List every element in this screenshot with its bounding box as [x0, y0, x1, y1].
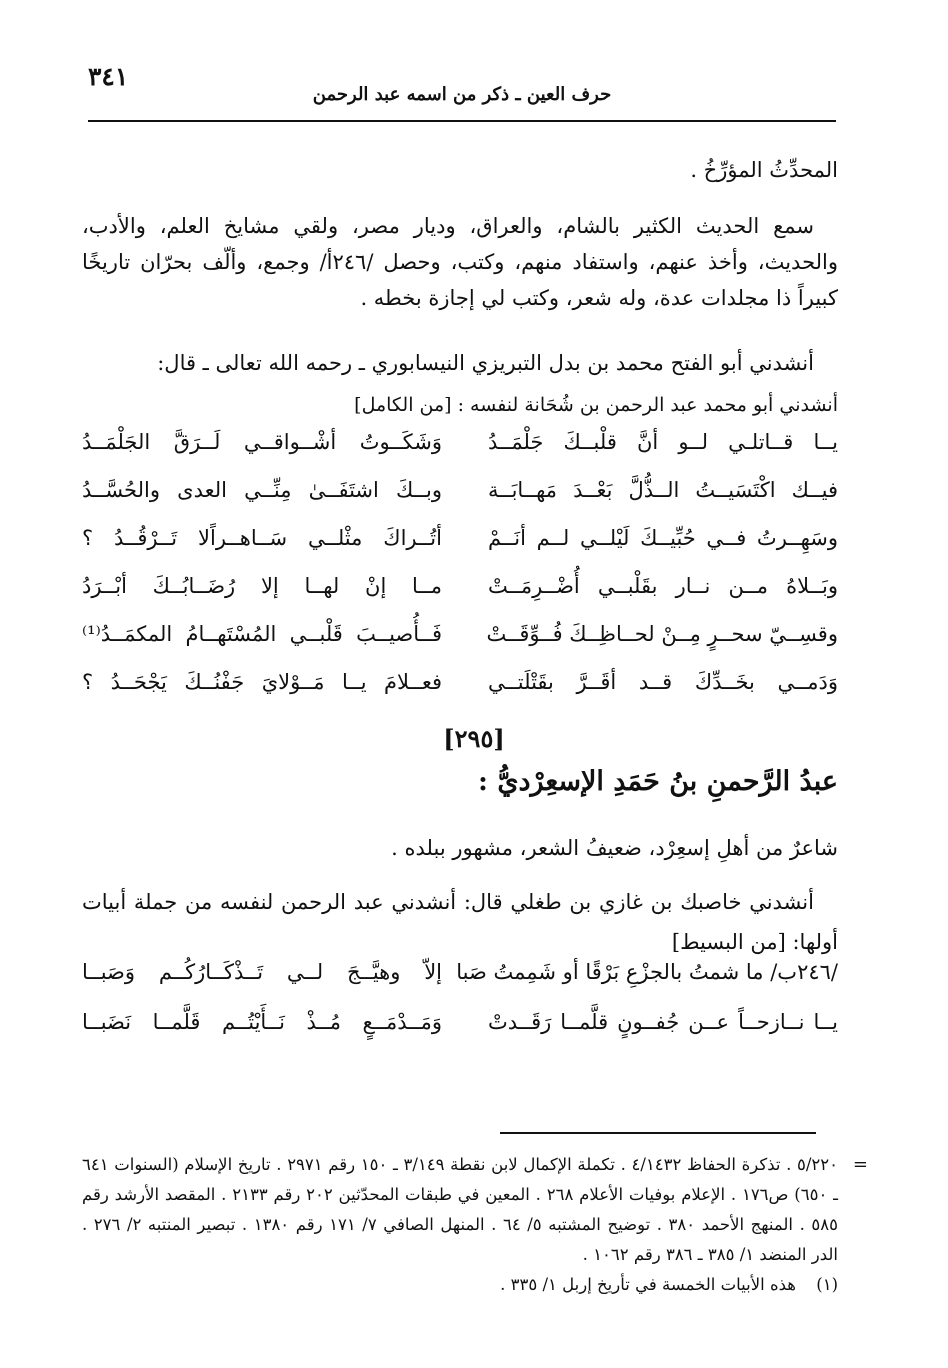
footnotes	[82, 1150, 868, 1300]
page-number: ٣٤١	[88, 62, 129, 91]
verse-line	[82, 574, 838, 622]
footnote-continuation: ٥/٢٢٠ . تذكرة الحفاظ ٤/١٤٣٢ . تكملة الإكمال لابن نقطة ٣/١٤٩ ـ ١٥٠ رقم ٢٩٧١ . تاريخ الإسلام (السنوات ٦٤١ ـ ٦٥٠) ص١٧٦ . الإعلام بوفيات الأعلام ٢٦٨ . المعين في طبقات المحدّثين ٢٠٢ رقم ٢١٣٣ . المقصد الأرشد رقم ٥٨٥ . المنهج الأحمد ٣٨٠ . توضيح المشتبه ٥/ ٦٤ . المنهل الصافي ٧/ ١٧١ رقم ١٣٨٠ . تبصير المنتبه ٢/ ٢٧٦ . الدر المنضد ١/ ٣٨٥ ـ ٣٨٦ رقم ١٠٦٢ .	[82, 1155, 838, 1264]
footnote-rule	[500, 1132, 816, 1134]
paragraph-description: المحدِّثُ المؤرِّخُ .	[690, 158, 838, 182]
verse-first-hemistich: يــا قــاتلـي لــو أنَّ قلْبــكَ جَلْمَــدُ	[488, 430, 838, 454]
verse-second-hemistich: وبــكَ اشتَفَــىٰ مِنِّــي العدى والحُسَّــدُ	[82, 478, 442, 502]
verse-second-hemistich: فعــلامَ يــا مَــوْلايَ جَفْنُــكَ يَجْحَــدُ ؟	[82, 670, 442, 694]
running-title: حرف العين ـ ذكر من اسمه عبد الرحمن	[312, 84, 612, 105]
header-rule	[88, 120, 836, 122]
paragraph-biography: سمع الحديث الكثير بالشام، والعراق، وديار مصر، ولقي مشايخ العلم، والأدب، والحديث، وأخذ عنهم، واستفاد منهم، وكتب، وحصل /٢٤٦أ/ وجمع، وألّف بحرّان تاريخًا كبيراً ذا مجلدات عدة، وله شعر، وكتب لي إجازة بخطه .	[82, 214, 838, 310]
paragraph-entry-description: شاعرٌ من أهلِ إسعِرْد، ضعيفُ الشعر، مشهور ببلده .	[391, 836, 838, 860]
verse-line	[82, 960, 838, 1010]
verse-line	[82, 1010, 838, 1060]
verse-second-hemistich: مــا إنْ لهــا إلا رُضَــابُــكَ أبْــرَدُ	[82, 574, 442, 598]
verse-line	[82, 670, 838, 718]
verse-second-hemistich: وَشَكَــوتُ أشْــواقــي لَــرَقَّ الجَلْمَــدُ	[82, 430, 442, 454]
paragraph-entry-isnad: أنشدني خاصبك بن غازي بن طغلي قال: أنشدني عبد الرحمن لنفسه من جملة أبيات أولها: [من البسيط]	[82, 890, 838, 954]
verse-second-hemistich: إلاّ وهيَّــجَ لــي تَــذْكَــارُكُــم وَصَبــا	[82, 960, 442, 984]
footnote-continuation-mark: =	[852, 1154, 868, 1175]
verse-first-hemistich: وَدَمــي بخَــدِّكَ قــد أقَــرَّ بقَتْلَتــي	[488, 670, 838, 694]
footnote-number: ( ١ )	[808, 1270, 838, 1300]
entry-number: [٢٩٥]	[443, 724, 505, 753]
page-header	[88, 60, 836, 120]
verse-first-hemistich: فيــك اكْتَسَيــتُ الــذُّلَّ بَعْــدَ مَهــابَــة	[488, 478, 838, 502]
footnote-text: هذه الأبيات الخمسة في تأريخ إربل ١/ ٣٣٥ .	[500, 1275, 796, 1294]
paragraph-isnad-2: أنشدني أبو محمد عبد الرحمن بن شُحَانة لنفسه : [من الكامل]	[354, 394, 838, 416]
verse-line	[82, 430, 838, 478]
verse-first-hemistich: /٢٤٦ب/ ما شمتُ بالجزْعِ بَرْقًا أو شَمِمتُ صَبا	[456, 960, 838, 984]
poem-kamil	[82, 430, 838, 718]
verse-first-hemistich: يــا نــازحــاً عــن جُفــونٍ قلَّمــا رَقَــدتْ	[488, 1010, 838, 1034]
verse-second-hemistich: أتُــراكَ مثْلــي سَــاهــراًلا تَــرْقُــدُ ؟	[82, 526, 442, 550]
poem-basit	[82, 960, 838, 1060]
verse-line	[82, 622, 838, 670]
verse-line	[82, 478, 838, 526]
verse-first-hemistich: وسَهِــرتُ فــي حُبِّيــكَ لَيْلــي لــم أنَــمْ	[488, 526, 838, 550]
verse-first-hemistich: وبَــلاهُ مــن نــار بقَلْبــي أُضْــرِمَــتْ	[488, 574, 838, 598]
verse-second-hemistich: فَــأُصيــبَ قَلْبــي المُسْتَهــامُ المكمَــدُ⁽¹⁾	[82, 622, 442, 646]
footnote-item	[82, 1270, 838, 1300]
verse-first-hemistich: وقسِــيّ سحــرٍ مِــنْ لحــاظِــكَ فُــوِّقَــتْ	[486, 622, 838, 646]
entry-title: عبدُ الرَّحمنِ بنُ حَمَدِ الإسعِرْديُّ :	[477, 766, 838, 797]
verse-line	[82, 526, 838, 574]
paragraph-isnad-1: أنشدني أبو الفتح محمد بن بدل التبريزي النيسابوري ـ رحمه الله تعالى ـ قال:	[157, 351, 814, 375]
verse-second-hemistich: وَمَــدْمَــعٍ مُــذْ نَــأَيْتُــم قَلَّمــا نَضَبــا	[82, 1010, 442, 1034]
